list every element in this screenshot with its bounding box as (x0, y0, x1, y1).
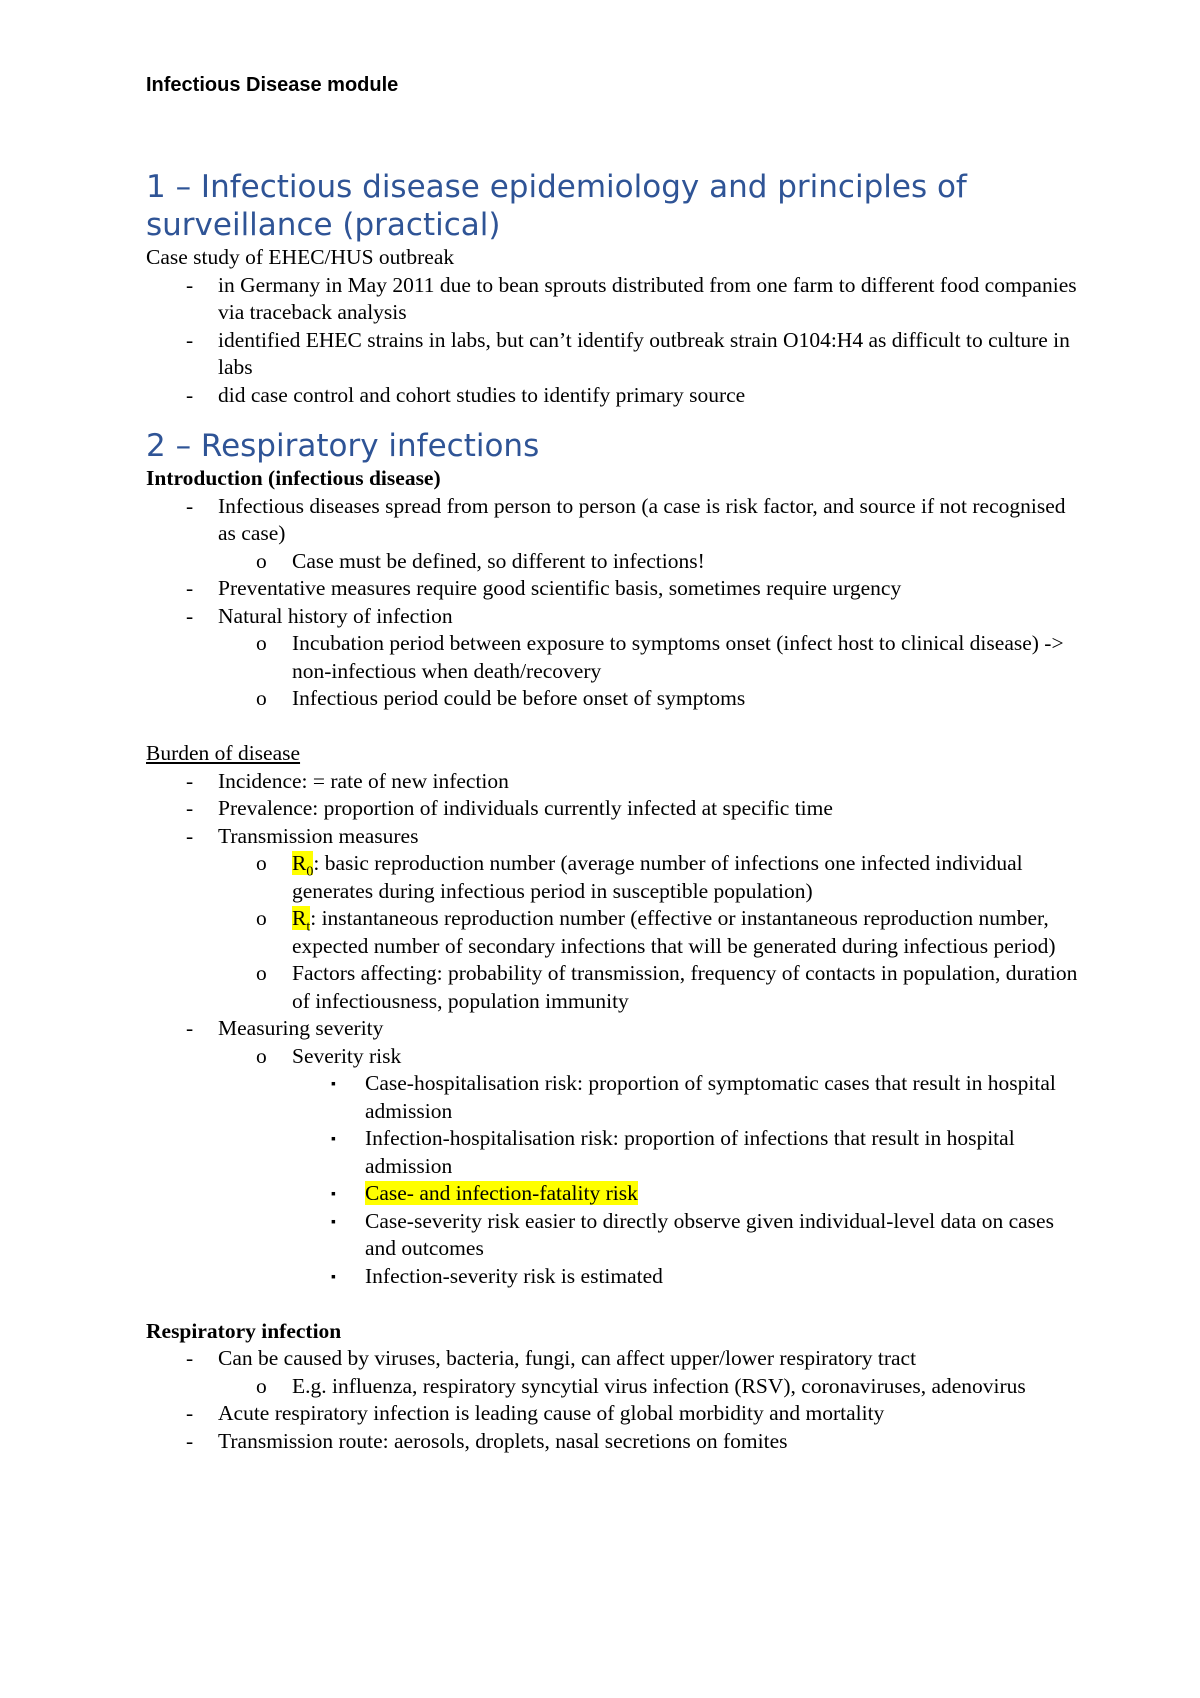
list-item: - Measuring severity (146, 1015, 1086, 1043)
dash-marker: - (186, 1428, 194, 1453)
section-2-heading: 2 – Respiratory infections (146, 428, 540, 464)
circle-marker: o (256, 686, 267, 710)
square-marker: ▪ (331, 1132, 336, 1147)
list-item: o Case must be defined, so different to infections! (146, 548, 1086, 576)
dash-marker: - (186, 1016, 194, 1040)
document-body (146, 168, 1086, 1455)
rt-symbol: $R_t$ (292, 906, 311, 935)
circle-marker: o (256, 961, 267, 985)
burden-subheading: Burden of disease (146, 741, 301, 765)
introduction-list (146, 493, 1086, 713)
list-item: - identified EHEC strains in labs, but can’t identify outbreak strain O104:H4 as difficult to culture in labs (186, 327, 1070, 379)
list-item (146, 1180, 1086, 1208)
blank-line (146, 1290, 1086, 1318)
circle-marker: o (256, 548, 267, 573)
introduction-subheading: Introduction (infectious disease) (146, 466, 441, 490)
square-marker: ▪ (331, 1269, 336, 1285)
list-item: o Incubation period between exposure to symptoms onset (infect host to clinical disease) -> non-infectious when death/recovery (256, 631, 1064, 683)
highlighted-text: Case- and infection-fatality risk (365, 1181, 638, 1205)
list-item: o Infectious period could be before onset of symptoms (146, 685, 1086, 713)
list-item: - did case control and cohort studies to identify primary source (146, 382, 1086, 410)
blank-line (146, 713, 1086, 741)
circle-marker: o (256, 906, 267, 930)
dash-marker: - (186, 493, 194, 518)
square-marker: ▪ (331, 1214, 336, 1230)
list-item: - Infectious diseases spread from person to person (a case is risk factor, and source if not recognised as case) (186, 493, 1066, 545)
list-item: - Natural history of infection (146, 603, 1086, 631)
dash-marker: - (186, 1401, 194, 1425)
square-marker: ▪ (331, 1187, 336, 1202)
list-item: - in Germany in May 2011 due to bean sprouts distributed from one farm to different food companies via traceback analysis (186, 272, 1077, 324)
list-item: - Prevalence: proportion of individuals currently infected at specific time (146, 795, 1086, 823)
dash-marker: - (186, 1346, 194, 1370)
dash-marker: - (186, 382, 194, 407)
list-item: - Transmission measures (146, 823, 1086, 851)
list-item: ▪ Case-hospitalisation risk: proportion of symptomatic cases that result in hospital admission (331, 1071, 1056, 1123)
list-item: - Preventative measures require good scientific basis, sometimes require urgency (146, 575, 1086, 603)
circle-marker: o (256, 1373, 267, 1398)
list-item: - Acute respiratory infection is leading cause of global morbidity and mortality (146, 1400, 1086, 1428)
section-1-list (146, 272, 1086, 410)
list-item: - Transmission route: aerosols, droplets, nasal secretions on fomites (146, 1428, 1086, 1456)
r0-symbol: $R_0$ (292, 851, 314, 880)
section-1-intro: Case study of EHEC/HUS outbreak (146, 245, 455, 269)
burden-list (146, 768, 1086, 1291)
list-item: - Incidence: = rate of new infection (146, 768, 1086, 796)
list-item: o E.g. influenza, respiratory syncytial virus infection (RSV), coronaviruses, adenovirus (146, 1373, 1086, 1401)
list-item: ▪ Infection-severity risk is estimated (146, 1263, 1086, 1291)
list-item: ▪ Case-severity risk easier to directly observe given individual-level data on cases and outcomes (331, 1208, 1054, 1260)
circle-marker: o (256, 1043, 267, 1068)
list-item: o $R_0$: basic reproduction number (average number of infections one infected individual generates during infectious period in susceptible population) (256, 851, 1023, 903)
respiratory-subheading: Respiratory infection (146, 1318, 342, 1343)
dash-marker: - (186, 768, 194, 793)
section-1-heading: 1 – Infectious disease epidemiology and principles of surveillance (practical) (146, 169, 967, 243)
dash-marker: - (186, 327, 194, 352)
circle-marker: o (256, 851, 267, 875)
module-header: Infectious Disease module (146, 74, 399, 96)
dash-marker: - (186, 796, 194, 820)
dash-marker: - (186, 272, 194, 297)
list-item: o Factors affecting: probability of transmission, frequency of contacts in population, duration of infectiousness, population immunity (256, 961, 1078, 1013)
respiratory-list (146, 1345, 1086, 1455)
dash-marker: - (186, 576, 194, 600)
list-item: o Severity risk (146, 1043, 1086, 1071)
dash-marker: - (186, 823, 194, 848)
list-item: - Can be caused by viruses, bacteria, fungi, can affect upper/lower respiratory tract (146, 1345, 1086, 1373)
circle-marker: o (256, 631, 267, 655)
dash-marker: - (186, 603, 194, 628)
list-item: ▪ Infection-hospitalisation risk: proportion of infections that result in hospital admission (331, 1126, 1015, 1178)
square-marker: ▪ (331, 1077, 336, 1092)
list-item: o $R_t$: instantaneous reproduction number (effective or instantaneous reproduction number, expected number of secondary infections that will be generated during infectious period) (256, 906, 1056, 958)
